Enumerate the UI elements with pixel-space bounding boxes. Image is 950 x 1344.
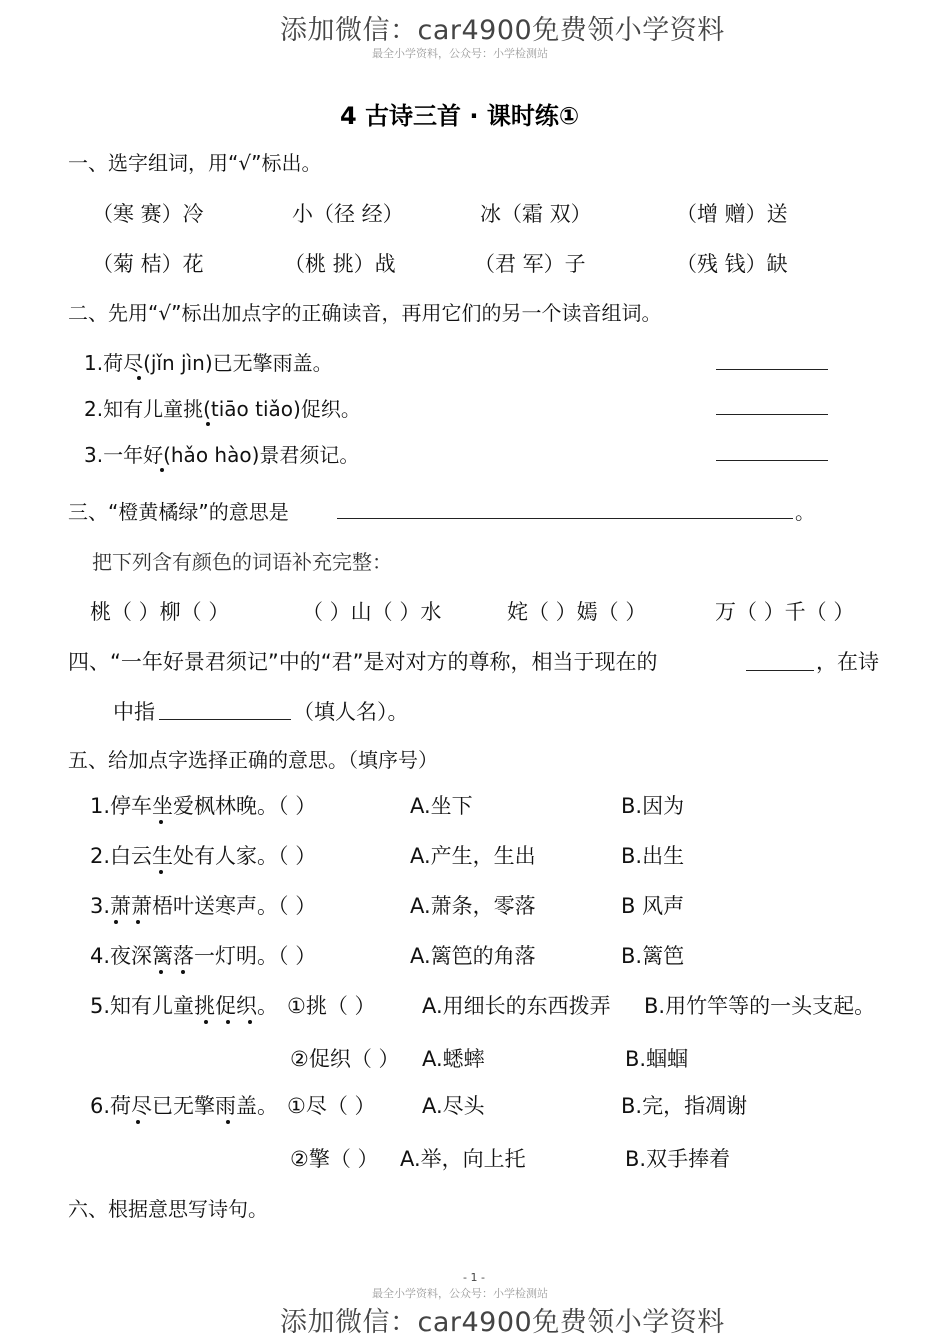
- q2-item-3: 3.一年好(hǎo hào)景君须记。: [84, 443, 360, 467]
- emphasis-dot: [137, 376, 141, 380]
- emphasis-dot: [226, 1020, 230, 1024]
- emphasis-dot: [206, 422, 210, 426]
- footer-faint-text: 最全小学资料，公众号：小学检测站: [372, 1287, 548, 1300]
- q1-r2-c4: （残 钱）缺: [676, 252, 788, 276]
- q3-fill-4: 万（ ）千（ ）: [715, 600, 855, 624]
- q5-row-6-option-a: A.尽头: [422, 1094, 485, 1118]
- q6-heading: 六、根据意思写诗句。: [68, 1197, 268, 1221]
- q5-row-6b-option-a: A.举，向上托: [400, 1147, 526, 1171]
- emphasis-dot: [248, 1020, 252, 1024]
- q5-row-2-question: 2.白云生处有人家。（ ）: [90, 844, 317, 868]
- q3-heading: 三、“橙黄橘绿”的意思是: [68, 500, 289, 524]
- q4-line-1-end: ，在诗: [816, 650, 879, 674]
- q4-line-2-end: （填人名）。: [293, 700, 409, 724]
- emphasis-dot: [159, 870, 163, 874]
- q5-row-5-option-a: A.用细长的东西拨弄: [422, 994, 611, 1018]
- emphasis-dot: [136, 1120, 140, 1124]
- q4-blank-modern-term[interactable]: [746, 670, 814, 671]
- q5-row-4-option-b: B.篱笆: [621, 944, 685, 968]
- emphasis-dot: [160, 468, 164, 472]
- q5-row-6-option-b: B.完，指凋谢: [621, 1094, 748, 1118]
- q3-fill-1: 桃（ ）柳（ ）: [90, 600, 230, 624]
- q5-row-5-question: 5.知有儿童挑促织。: [90, 994, 279, 1018]
- header-faint-text: 最全小学资料，公众号：小学检测站: [372, 47, 548, 60]
- q5-row-1-option-b: B.因为: [621, 794, 685, 818]
- q3-fill-3: 姹（ ）嫣（ ）: [507, 600, 647, 624]
- emphasis-dot: [159, 970, 163, 974]
- emphasis-dot: [114, 920, 118, 924]
- q2-item-1: 1.荷尽(jǐn jìn)已无擎雨盖。: [84, 351, 333, 375]
- q4-line-2-start: 中指: [113, 700, 155, 724]
- q5-row-5-option-b: B.用竹竿等的一头支起。: [644, 994, 876, 1018]
- q1-r1-c2: 小（径 经）: [292, 202, 404, 226]
- q5-row-3-option-b: B 风声: [621, 894, 685, 918]
- watermark-bottom: 添加微信：car4900免费领小学资料: [280, 1307, 725, 1338]
- q3-sub-instruction: 把下列含有颜色的词语补充完整：: [92, 550, 392, 574]
- q1-r2-c1: （菊 桔）花: [92, 252, 204, 276]
- q1-r1-c4: （增 赠）送: [676, 202, 788, 226]
- emphasis-dot: [181, 970, 185, 974]
- q2-answer-blank-2[interactable]: [716, 414, 828, 415]
- q2-answer-blank-1[interactable]: [716, 369, 828, 370]
- emphasis-dot: [204, 1020, 208, 1024]
- q5-row-4-option-a: A.篱笆的角落: [410, 944, 536, 968]
- emphasis-dot: [226, 1120, 230, 1124]
- q5-row-2-option-a: A.产生，生出: [410, 844, 536, 868]
- page-title: 4 古诗三首 · 课时练①: [340, 102, 580, 130]
- q1-r2-c2: （桃 挑）战: [284, 252, 396, 276]
- q1-r1-c3: 冰（霜 双）: [480, 202, 592, 226]
- q5-row-6b-subq-2: ②擎（ ）: [290, 1147, 379, 1171]
- emphasis-dot: [136, 920, 140, 924]
- q5-heading: 五、给加点字选择正确的意思。（填序号）: [68, 748, 438, 772]
- q5-row-5-subq-1: ①挑（ ）: [287, 994, 376, 1018]
- q4-line-1: 四、“一年好景君须记”中的“君”是对对方的尊称，相当于现在的: [68, 650, 658, 674]
- q3-fill-2: （ ）山（ ）水: [302, 600, 442, 624]
- q5-row-1-question: 1.停车坐爱枫林晚。（ ）: [90, 794, 317, 818]
- q5-row-5b-option-a: A.蟋蟀: [422, 1047, 485, 1071]
- page-number: - 1 -: [463, 1271, 485, 1284]
- q1-r2-c3: （君 军）子: [474, 252, 586, 276]
- q5-row-2-option-b: B.出生: [621, 844, 685, 868]
- q2-heading: 二、先用“√”标出加点字的正确读音，再用它们的另一个读音组词。: [68, 301, 662, 325]
- q1-r1-c1: （寒 赛）冷: [92, 202, 204, 226]
- q5-row-5b-subq-2: ②促织（ ）: [290, 1047, 400, 1071]
- q3-answer-blank[interactable]: [337, 518, 793, 519]
- emphasis-dot: [159, 820, 163, 824]
- q2-item-2: 2.知有儿童挑(tiāo tiǎo)促织。: [84, 397, 361, 421]
- q5-row-1-option-a: A.坐下: [410, 794, 473, 818]
- q5-row-5b-option-b: B.蝈蝈: [625, 1047, 689, 1071]
- q2-answer-blank-3[interactable]: [716, 460, 828, 461]
- q3-period: 。: [795, 500, 815, 524]
- q5-row-3-option-a: A.萧条，零落: [410, 894, 536, 918]
- watermark-top: 添加微信：car4900免费领小学资料: [280, 15, 725, 46]
- q5-row-6-question: 6.荷尽已无擎雨盖。: [90, 1094, 279, 1118]
- q1-heading: 一、选字组词，用“√”标出。: [68, 151, 322, 175]
- q5-row-6b-option-b: B.双手捧着: [625, 1147, 731, 1171]
- q5-row-3-question: 3.萧萧梧叶送寒声。（ ）: [90, 894, 317, 918]
- q5-row-4-question: 4.夜深篱落一灯明。（ ）: [90, 944, 317, 968]
- q4-blank-person-name[interactable]: [159, 719, 291, 720]
- q5-row-6-subq-1: ①尽（ ）: [287, 1094, 376, 1118]
